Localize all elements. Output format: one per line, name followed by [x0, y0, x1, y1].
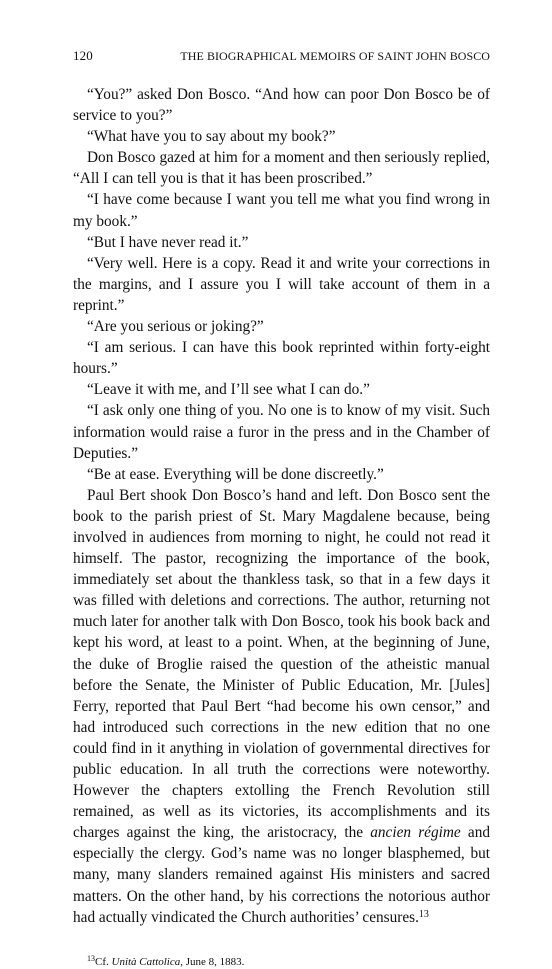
paragraph: Don Bosco gazed at him for a moment and then seriously replied, “All I can tell you is that it has been proscribed.”	[73, 149, 490, 188]
paragraph: “I have come because I want you tell me what you find wrong in my book.”	[73, 191, 490, 230]
footnote-prefix: Cf.	[95, 955, 112, 968]
paragraph: “Be at ease. Everything will be done discreetly.”	[87, 465, 384, 483]
footnote-date: , June 8, 1883.	[180, 955, 245, 968]
paragraph: “What have you to say about my book?”	[87, 128, 336, 146]
page-number: 120	[73, 48, 93, 63]
paragraph: “Very well. Here is a copy. Read it and write your corrections in the margins, and I assure you I will take account of them in a reprint.”	[73, 254, 490, 314]
footnote-source: Unità Cattolica	[111, 955, 181, 968]
paragraph: “I am serious. I can have this book reprinted within forty-eight hours.”	[73, 339, 490, 378]
italic-term: ancien régime	[370, 824, 461, 842]
paragraph: “But I have never read it.”	[87, 233, 249, 251]
running-title: THE BIOGRAPHICAL MEMOIRS OF SAINT JOHN BOSCO	[180, 49, 490, 63]
paragraph: “Are you serious or joking?”	[87, 318, 264, 336]
book-page	[73, 48, 490, 969]
footnote	[87, 952, 490, 969]
body-text	[73, 84, 490, 928]
paragraph-text: Paul Bert shook Don Bosco’s hand and left. Don Bosco sent the book to the parish priest of St. Mary Magdalene because, being involved in audiences from morning to night, he could not read it himself. The pastor, recognizing the importance of the book, immediately set about the thankless task, so that in a few days it was filled with deletions and corrections. The author, returning not much later for another talk with Don Bosco, took his book back and kept his word, at least to a point. When, at the beginning of June, the duke of Broglie raised the question of the atheistic manual before the Senate, the Minister of Public Education, Mr. [Jules] Ferry, reported that Paul Bert “had become his own censor,” and had introduced such corrections in the new edition that no one could find in it anything in violation of governmental directives for public education. In all truth the corrections were noteworthy. However the chapters extolling the French Revolution still remained, as well as its victories, its accomplishments and its charges against the king, the aristocracy, the	[73, 486, 490, 842]
footnote-mark: 13	[87, 953, 95, 963]
paragraph: “Leave it with me, and I’ll see what I can do.”	[87, 381, 370, 399]
paragraph: “You?” asked Don Bosco. “And how can poor Don Bosco be of service to you?”	[73, 86, 490, 125]
paragraph-final	[73, 485, 490, 928]
paragraph: “I ask only one thing of you. No one is to know of my visit. Such information would raise a furor in the press and in the Chamber of Deputies.”	[73, 402, 490, 462]
paragraph-text: and especially the clergy. God’s name was no longer blasphemed, but many, many slanders remained against His ministers and sacred matters. On the other hand, by his corrections the notorious author had actually vindicated the Church authorities’ censures.	[73, 824, 490, 926]
running-header	[73, 48, 490, 64]
footnote-reference: 13	[418, 908, 429, 920]
